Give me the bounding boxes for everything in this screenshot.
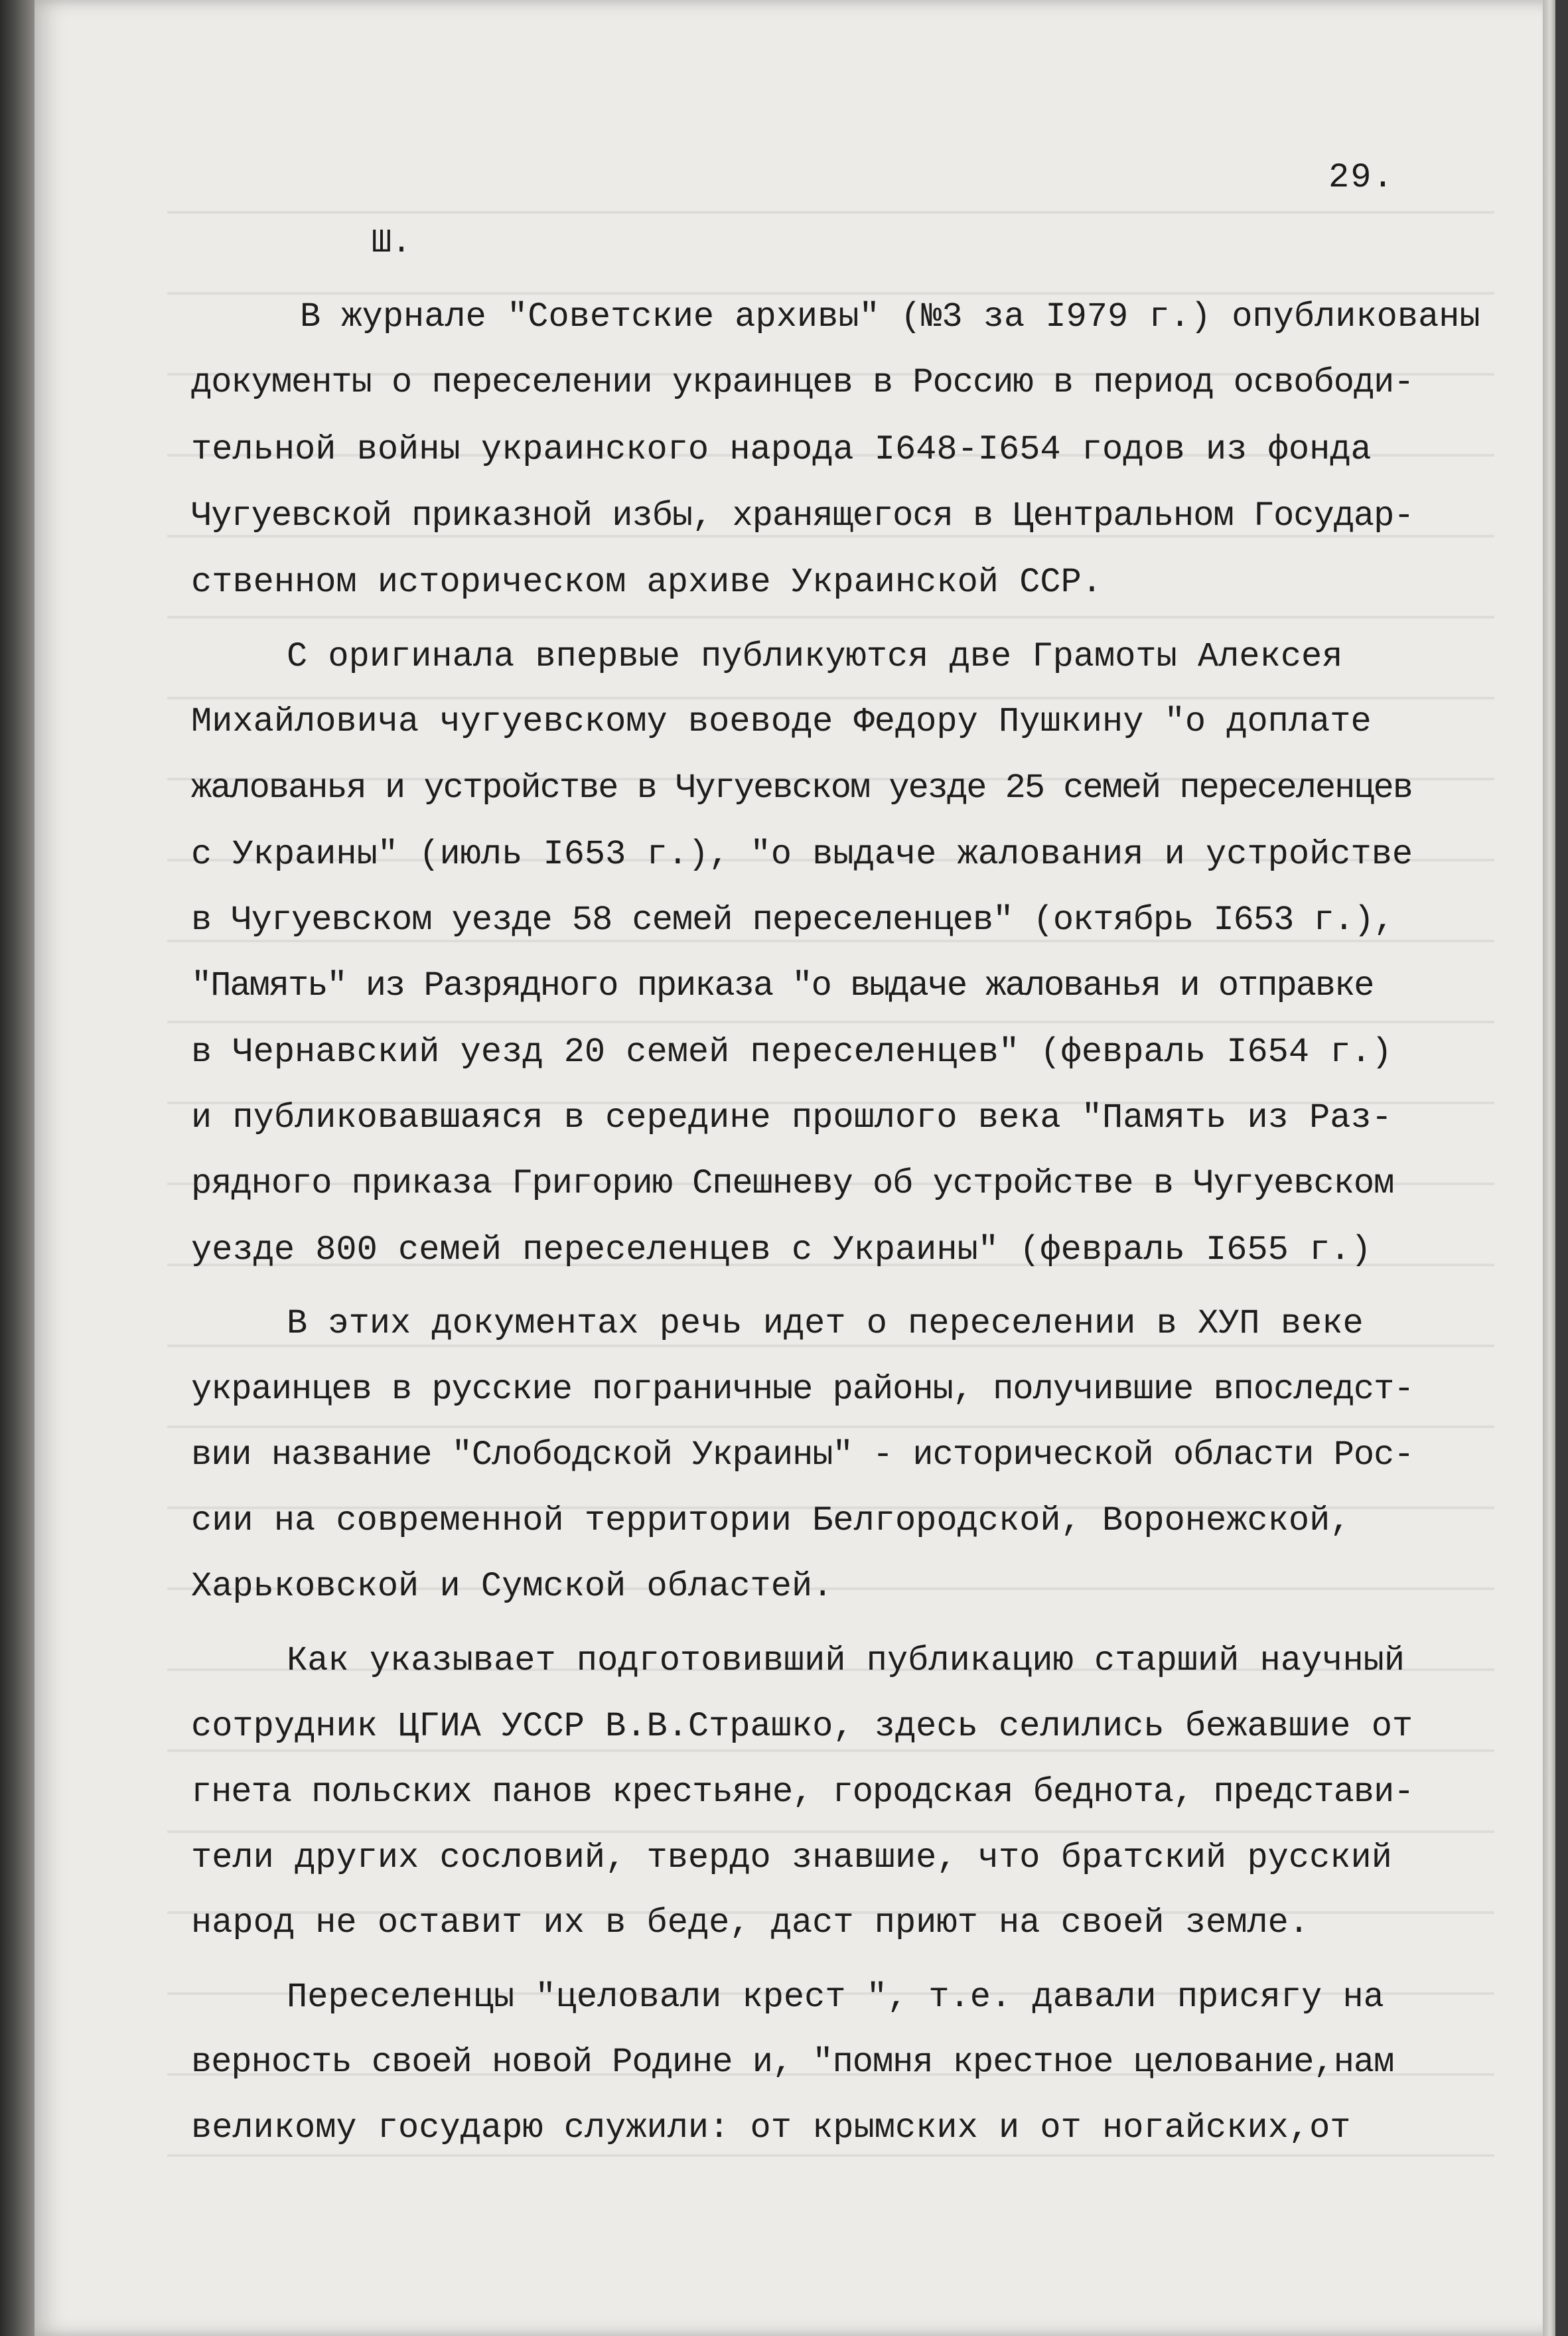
text-line: тели других сословий, твердо знавшие, что братский русский [191,1838,1392,1877]
text-line: В этих документах речь идет о переселении в ХУП веке [287,1304,1364,1343]
text-line: рядного приказа Григорию Спешневу об устройстве в Чугуевском [191,1164,1394,1203]
text-line: в Чугуевском уезде 58 семей переселенцев" (октябрь I653 г.), [191,901,1394,940]
text-line: народ не оставит их в беде, даст приют на своей земле. [191,1903,1310,1942]
text-line: верность своей новой Родине и, "помня крестное целование,нам [191,2043,1394,2082]
text-line: тельной войны украинского народа I648-I654 годов из фонда [191,430,1372,469]
text-line: Чугуевской приказной избы, хранящегося в Центральном Государ- [191,496,1414,536]
text-line: великому государю служили: от крымских и от ногайских,от [191,2108,1351,2148]
text-line: Михайловича чугуевскому воеводе Федору Пушкину "о доплате [191,702,1372,741]
text-line: сотрудник ЦГИА УССР В.В.Страшко, здесь селились бежавшие от [191,1707,1413,1746]
text-line: Переселенцы "целовали крест ", т.е. давали присягу на [287,1978,1384,2017]
page-right-edge [1543,0,1555,2336]
text-line: украинцев в русские пограничные районы, получившие впоследст- [191,1370,1414,1409]
text-line: вии название "Слободской Украины" - исторической области Рос- [191,1435,1414,1475]
text-line: ственном историческом архиве Украинской ССР. [191,563,1103,602]
text-line: в Чернавский уезд 20 семей переселенцев" (февраль I654 г.) [191,1033,1392,1072]
text-line: и публиковавшаяся в середине прошлого века "Память из Раз- [191,1098,1392,1137]
binder-edge [0,0,35,2336]
text-line: гнета польских панов крестьяне, городская беднота, представи- [191,1773,1414,1812]
section-numeral: Ш. [372,224,412,262]
text-line: Харьковской и Сумской областей. [191,1567,833,1606]
text-line: Как указывает подготовивший публикацию старший научный [287,1641,1405,1680]
page-number: 29. [1328,158,1395,197]
text-line: "Память" из Разрядного приказа "о выдаче жалованья и отправке [191,966,1374,1005]
text-line: с Украины" (июль I653 г.), "о выдаче жалования и устройстве [191,835,1413,874]
text-line: В журнале "Советские архивы" (№3 за I979 г.) опубликованы [300,297,1480,336]
text-line: документы о переселении украинцев в Россию в период освободи- [191,363,1414,402]
text-line: сии на современной территории Белгородской, Воронежской, [191,1501,1351,1540]
document-page [35,0,1555,2336]
text-line: С оригинала впервые публикуются две Грамоты Алексея [287,637,1343,676]
text-line: уезде 800 семей переселенцев с Украины" (февраль I655 г.) [191,1230,1372,1270]
text-line: жалованья и устройстве в Чугуевском уезде 25 семей переселенцев [191,768,1412,808]
